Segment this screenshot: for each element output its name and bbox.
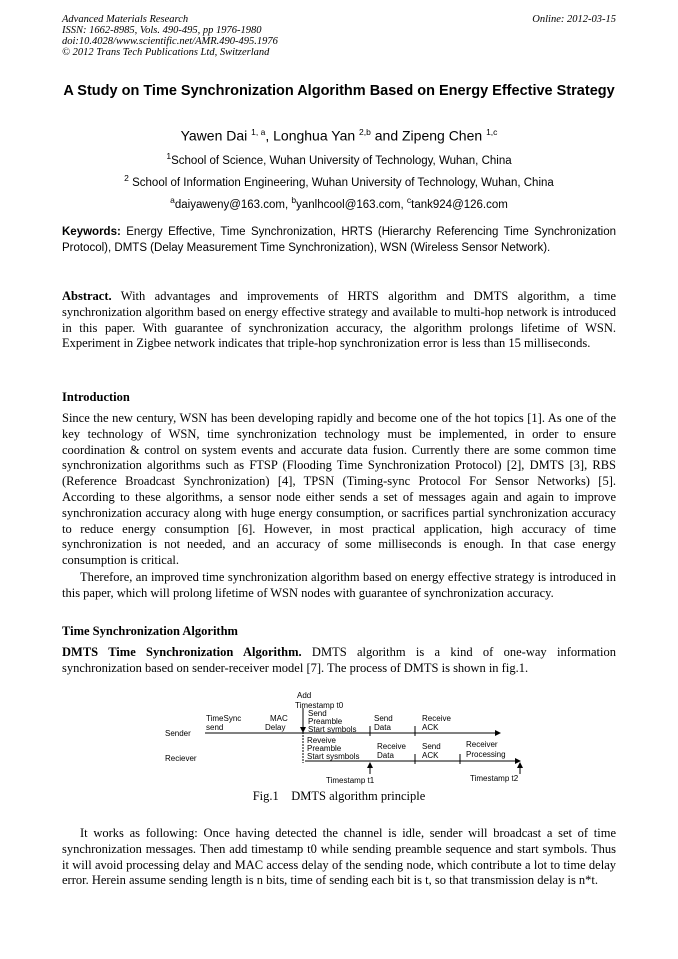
fig-r-receive: Reveive [307,736,336,745]
email-a-sup: a [170,195,175,205]
fig-r-preamble: Preamble [307,744,342,753]
journal-meta [62,14,278,58]
authors-line [62,122,616,146]
body-paragraph-works: It works as following: Once having detected the channel is idle, sender will broadcast a set of time synchronization messages. Then add timestamp t0 while sending preamble sequence and start symbols. Thus it will avoid processing delay and MAC access delay of the sending node, which contribute a lot to time delay error. Herein assume sending length is n bits, time of sending each bit is t, so that transmission delay is n*t. [62,826,616,888]
author-2: Longhua Yan [273,127,356,144]
fig-timesync-2: send [206,723,224,732]
fig-reciever: Reciever [165,754,197,763]
fig-r-sendack-2: ACK [422,751,439,760]
email-b-sup: b [291,195,297,205]
journal-name: Advanced Materials Research [62,14,189,25]
fig-s-start: Start symbols [308,725,357,734]
abstract-block [62,289,616,352]
fig-r-recvdata-1: Receive [377,742,406,751]
fig-s-preamble: Preamble [308,717,343,726]
affiliation-1-text: School of Science, Wuhan University of Technology, Wuhan, China [171,154,512,167]
abstract-text: With advantages and improvements of HRTS algorithm and DMTS algorithm, a time synchronization algorithm based on energy effective strategy and available to multi-hop network is introduced in this paper. With guarantee of synchronization accuracy, the algorithm prolongs lifetime of WSN. Experiment in Zigbee network indicates that triple-hop synchronization error is less than 15 milliseconds. [62,289,616,351]
dmts-text: DMTS algorithm is a kind of one-way information synchronization based on sender-receiver model [7]. The process of DMTS is shown in fig.1. [62,645,616,675]
abstract-label: Abstract. [62,289,112,303]
dmts-label: DMTS Time Synchronization Algorithm. [62,645,302,659]
author-2-sup: 2,b [359,127,371,137]
fig-r-start: Start sysmbols [307,752,360,761]
paper-title: A Study on Time Synchronization Algorithm Based on Energy Effective Strategy [63,83,615,99]
email-c: tank924@126.com [411,198,508,211]
email-a: daiyaweny@163.com, [174,198,292,211]
fig-s-senddata-2: Data [374,723,391,732]
email-b: yanlhcool@163.com, [296,198,407,211]
section-heading-tsa: Time Synchronization Algorithm [62,624,238,638]
email-c-sup: c [406,195,412,205]
affiliation-2-sup: 2 [124,173,129,183]
copyright-line: © 2012 Trans Tech Publications Ltd, Switzerland [62,47,270,58]
affiliation-2-text: School of Information Engineering, Wuhan University of Technology, Wuhan, China [128,176,554,189]
fig-r-recvdata-2: Data [377,751,394,760]
online-date: Online: 2012-03-15 [532,14,616,25]
author-sep-2: and [370,127,402,144]
keywords-text: Energy Effective, Time Synchronization, HRTS (Hierarchy Referencing Time Synchronization Protocol), DMTS (Delay Measurement Time Synchronization), WSN (Wireless Sensor Network). [62,226,616,254]
figure-caption: Fig.1 DMTS algorithm principle [252,789,426,803]
dmts-figure [160,688,540,786]
doi-line: doi:10.4028/www.scientific.net/AMR.490-495.1976 [62,36,278,47]
author-1: Yawen Dai [180,127,248,144]
fig-timesync-1: TimeSync [206,714,242,723]
author-1-sup: 1, a [251,127,266,137]
fig-mac-2: Delay [265,723,286,732]
fig-mac-1: MAC [270,714,288,723]
fig-t2: Timestamp t2 [470,774,519,783]
affiliation-2 [62,170,616,191]
author-sep-1: , [265,127,274,144]
fig-r-sendack-1: Send [422,742,441,751]
keywords-block [62,225,616,256]
fig-s-recvack-1: Receive [422,714,451,723]
affiliation-1-sup: 1 [166,151,172,161]
email-line [62,192,616,213]
fig-add-timestamp: Timestamp t0 [295,701,344,710]
fig-r-proc-2: Processing [466,750,506,759]
fig-r-proc-1: Receiver [466,740,498,749]
issn-line: ISSN: 1662-8985, Vols. 490-495, pp 1976-1980 [62,25,262,36]
fig-s-send: Send [308,709,327,718]
affiliation-1 [62,148,616,169]
introduction-paragraph-1: Since the new century, WSN has been developing rapidly and become one of the hot topics [1]. As one of the key technology of WSN, time synchronization technology must be implemented, in order to ensure coordination & control on system events and accurate data fusion. Currently there are some common time synchronization algorithms such as FTSP (Flooding Time Synchronization Protocol) [2], DMTS [3], RBS (Reference Broadcast Synchronization) [4], TPSN (Timing-sync Protocol For Sensor Networks) [5]. According to these algorithms, a sensor node either sends a set of messages again and again to improve synchronization accuracy along with huge energy consumption, or sacrifices partial synchronization accuracy to reduce energy consumption [6]. However, in most practical application, high accuracy of time synchronization is not needed, and an accuracy of some milliseconds is enough. In that case energy consumption is critical. [62,411,616,568]
dmts-paragraph [62,645,616,677]
keywords-label: Keywords: [62,226,121,238]
introduction-heading: Introduction [62,390,130,404]
introduction-paragraph-2: Therefore, an improved time synchronization algorithm based on energy effective strategy is introduced in this paper, which will prolong lifetime of WSN nodes with guarantee of synchronization accuracy. [62,570,616,600]
fig-s-recvack-2: ACK [422,723,439,732]
author-3-sup: 1,c [486,127,498,137]
author-3: Zipeng Chen [402,127,483,144]
fig-s-senddata-1: Send [374,714,393,723]
fig-add-label: Add [297,691,312,700]
fig-sender: Sender [165,729,191,738]
fig-t1: Timestamp t1 [326,776,375,785]
